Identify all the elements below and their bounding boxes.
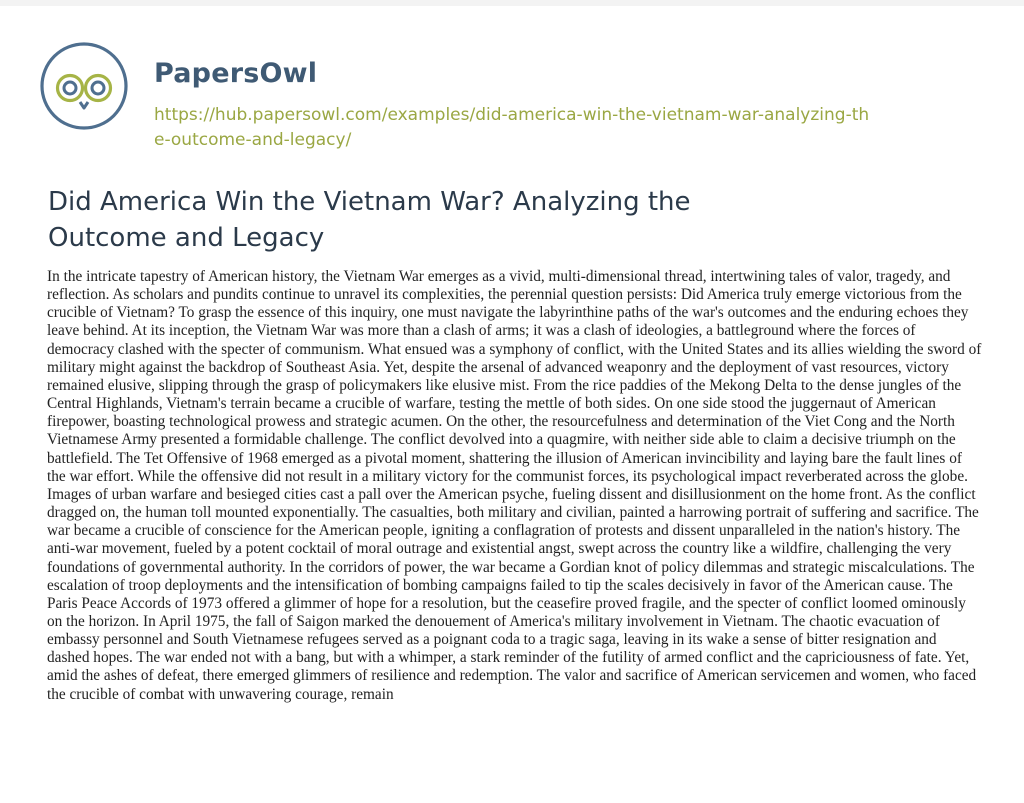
document-body-text: In the intricate tapestry of American history, the Vietnam War emerges as a vivid, multi-dimensional thread, intertwining tales of valor, tragedy, and reflection. As scholars and pundits continue to unravel its complexities, the perennial question persists: Did America truly emerge victorious from the crucible of Vietnam? To grasp the essence of this inquiry, one must navigate the labyrinthine paths of the war's outcomes and the enduring echoes they leave behind. At its inception, the Vietnam War was more than a clash of arms; it was a clash of ideologies, a battleground where the forces of democracy clashed with the specter of communism. What ensued was a symphony of conflict, with the United States and its allies wielding the sword of military might against the backdrop of Southeast Asia. Yet, despite the arsenal of advanced weaponry and the deployment of vast resources, victory remained elusive, slipping through the grasp of policymakers like elusive mist. From the rice paddies of the Mekong Delta to the dense jungles of the Central Highlands, Vietnam's terrain became a crucible of warfare, testing the mettle of both sides. On one side stood the juggernaut of American firepower, boasting technological prowess and strategic acumen. On the other, the resourcefulness and determination of the Viet Cong and the North Vietnamese Army presented a formidable challenge. The conflict devolved into a quagmire, with neither side able to claim a decisive triumph on the battlefield. The Tet Offensive of 1968 emerged as a pivotal moment, shattering the illusion of American invincibility and laying bare the fault lines of the war effort. While the offensive did not result in a military victory for the communist forces, its psychological impact reverberated across the globe. Images of urban warfare and besieged cities cast a pall over the American psyche, fueling dissent and disillusionment on the home front. As the conflict dragged on, the human toll mounted exponentially. The casualties, both military and civilian, painted a harrowing portrait of suffering and sacrifice. The war became a crucible of conscience for the American people, igniting a conflagration of protests and dissent unparalleled in the nation's history. The anti-war movement, fueled by a potent cocktail of moral outrage and existential angst, swept across the country like a wildfire, challenging the very foundations of governmental authority. In the corridors of power, the war became a Gordian knot of policy dilemmas and strategic miscalculations. The escalation of troop deployments and the intensification of bombing campaigns failed to tip the scales decisively in favor of the American cause. The Paris Peace Accords of 1973 offered a glimmer of hope for a resolution, but the ceasefire proved fragile, and the specter of conflict loomed ominously on the horizon. In April 1975, the fall of Saigon marked the denouement of America's military involvement in Vietnam. The chaotic evacuation of embassy personnel and South Vietnamese refugees served as a poignant coda to a tragic saga, leaving in its wake a sense of bitter resignation and dashed hopes. The war ended not with a bang, but with a whimper, a stark reminder of the futility of armed conflict and the capriciousness of fate. Yet, amid the ashes of defeat, there emerged glimmers of resilience and redemption. The valor and sacrifice of American servicemen and women, who faced the crucible of combat with unwavering courage, remain: [47, 268, 982, 703]
owl-eyes-logo-icon: [40, 42, 128, 130]
site-header: [40, 42, 874, 153]
brand-block: [154, 58, 874, 153]
brand-name: PapersOwl: [154, 58, 318, 89]
source-url-link[interactable]: https://hub.papersowl.com/examples/did-america-win-the-vietnam-war-analyzing-the-outcome-and-legacy/: [154, 105, 870, 150]
document-title: Did America Win the Vietnam War? Analyzing the Outcome and Legacy: [48, 187, 691, 253]
